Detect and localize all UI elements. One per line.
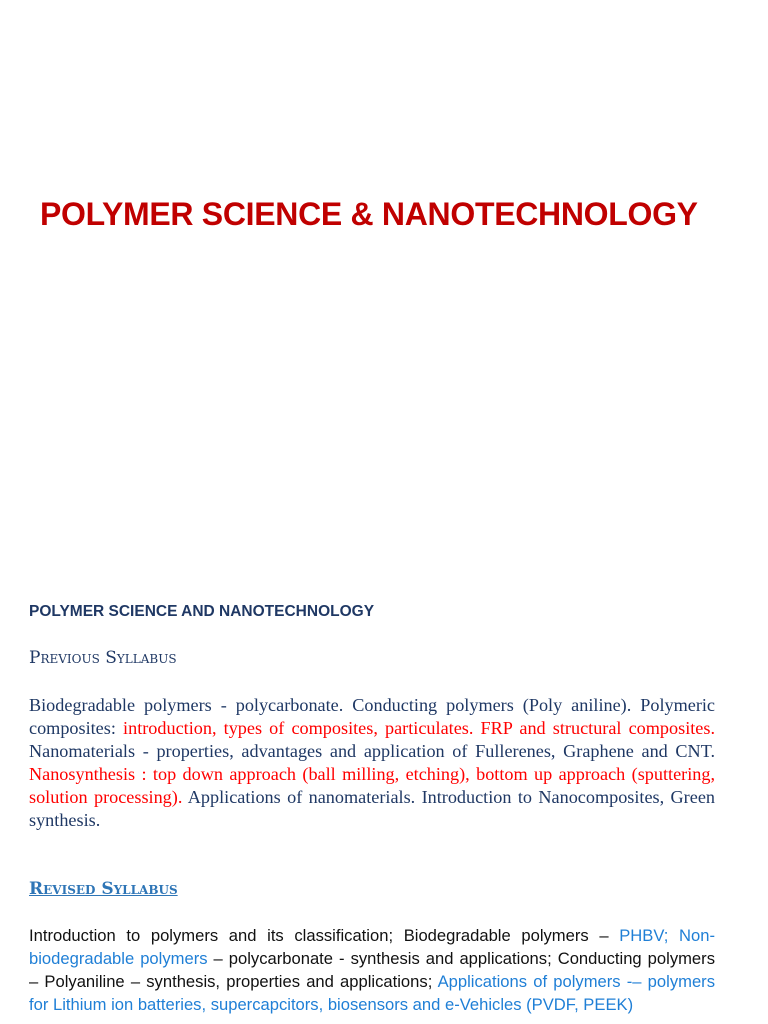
syllabus-segment: Nanosynthesis : top down approach (ball milling, etching), bottom up approach (sputtering, solution processing). xyxy=(29,764,715,807)
syllabus-segment: introduction, types of composites, particulates. FRP and structural composites. xyxy=(123,718,715,738)
revised-syllabus-label: Revised Syllabus xyxy=(29,879,178,899)
syllabus-segment: – polycarbonate - synthesis and applications; Conducting polymers – Polyaniline – synthesis, properties and applications; xyxy=(29,949,715,991)
syllabus-segment: Applications of nanomaterials. Introduction to Nanocomposites, Green synthesis. xyxy=(29,787,715,830)
previous-syllabus-text xyxy=(29,694,715,832)
syllabus-segment: Applications of polymers -– polymers for Lithium ion batteries, supercapcitors, biosensors and e-Vehicles (PVDF, PEEK) xyxy=(29,972,716,1014)
syllabus-segment: Nanomaterials - properties, advantages and application of Fullerenes, Graphene and CNT. xyxy=(29,741,715,761)
syllabus-segment: PHBV; Non-biodegradable polymers xyxy=(29,926,715,968)
revised-syllabus-text xyxy=(29,924,715,1016)
section-heading: POLYMER SCIENCE AND NANOTECHNOLOGY xyxy=(29,603,375,620)
syllabus-segment: Biodegradable polymers - polycarbonate. Conducting polymers (Poly aniline). Polymeric composites: xyxy=(29,695,715,738)
syllabus-segment: Introduction to polymers and its classification; Biodegradable polymers – xyxy=(29,926,620,945)
previous-syllabus-label: Previous Syllabus xyxy=(29,648,177,668)
slide-title: POLYMER SCIENCE & NANOTECHNOLOGY xyxy=(40,196,698,232)
